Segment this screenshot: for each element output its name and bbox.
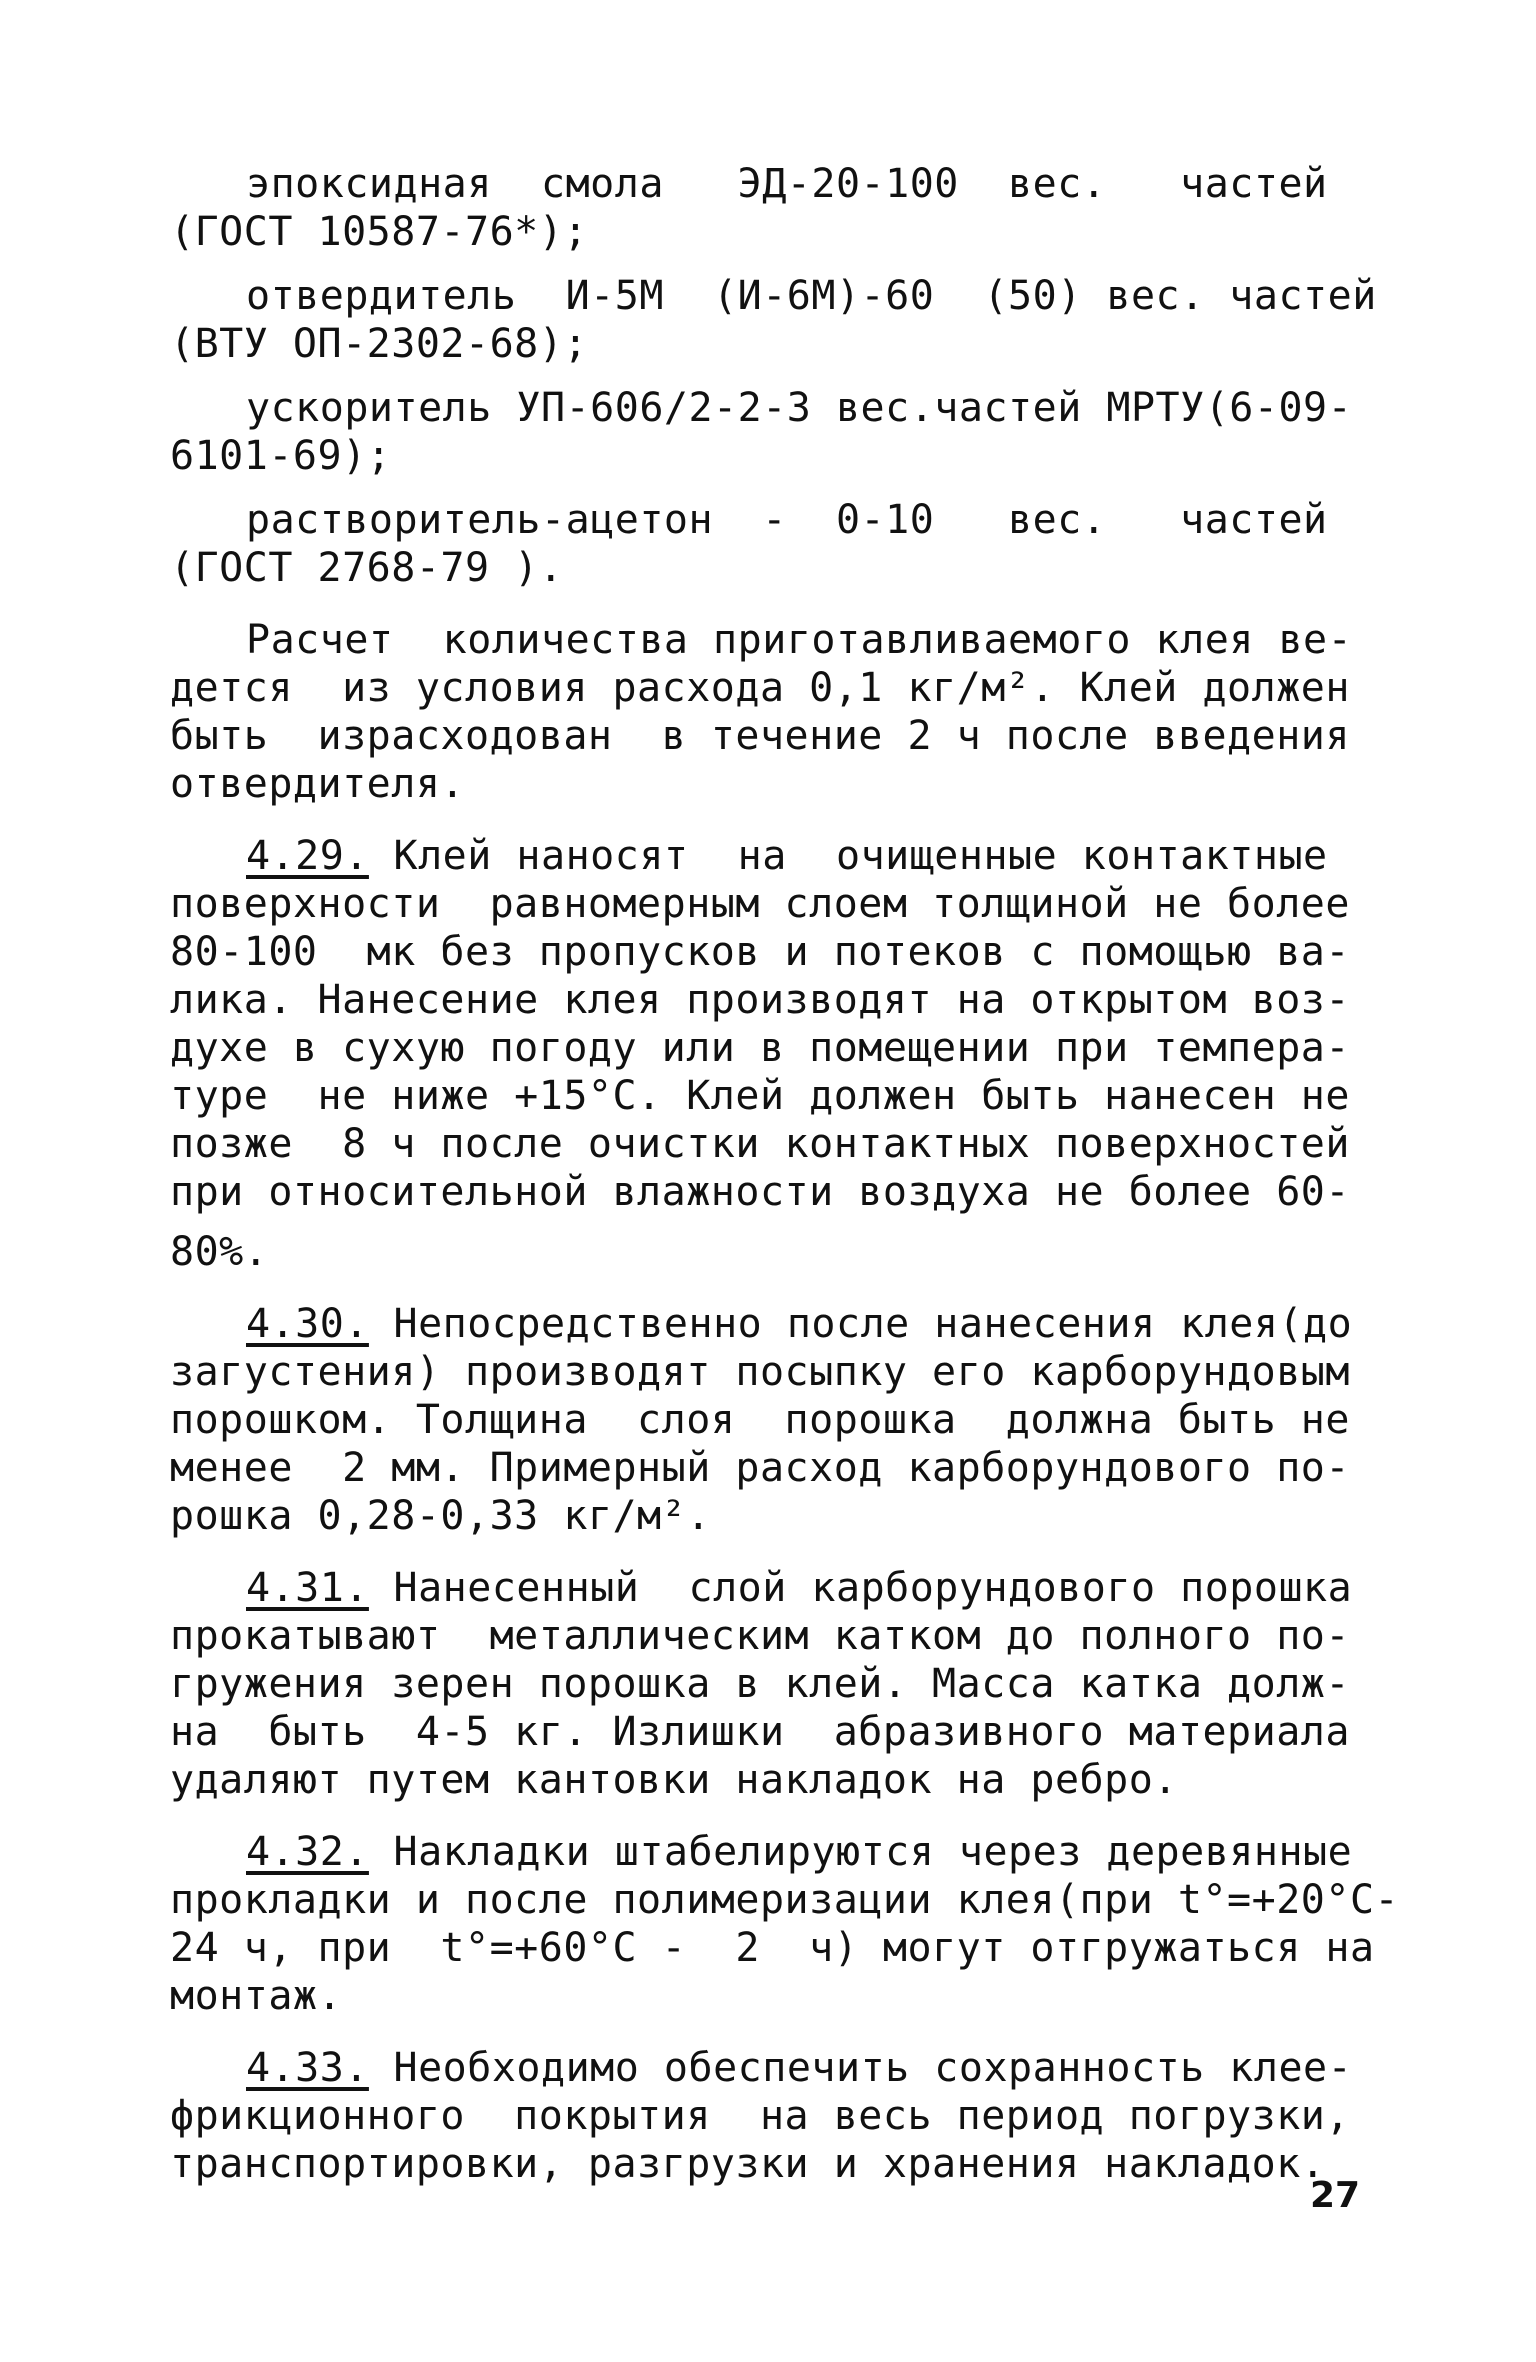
document-page [170,160,1400,2188]
section-4-30 [170,1300,1380,1540]
text-line: отвердитель И-5М (И-6М)-60 (50) вес. частей [246,273,1377,319]
text-line: лика. Нанесение клея производят на открытом воз- [170,977,1350,1023]
text-line: быть израсходован в течение 2 ч после введения [170,713,1350,759]
text-line: Непосредственно после нанесения клея(до [368,1301,1353,1347]
section-number: 4.30. [246,1301,369,1347]
text-line: фрикционного покрытия на весь период погрузки, [170,2093,1350,2139]
text-line: растворитель-ацетон - 0-10 вес. частей [246,497,1328,543]
section-4-31 [170,1564,1380,1804]
section-first-line [170,1300,1380,1348]
text-line: духе в сухую погоду или в помещении при темпера- [170,1025,1350,1071]
text-line: Клей наносят на очищенные контактные [368,833,1328,879]
text-line: транспортировки, разгрузки и хранения накладок. [170,2141,1326,2187]
text-line: эпоксидная смола ЭД-20-100 вес. частей [246,161,1328,207]
text-line: Необходимо обеспечить сохранность клее- [368,2045,1353,2091]
section-number: 4.31. [246,1565,369,1611]
section-4-32 [170,1828,1400,2020]
text-line: порошком. Толщина слоя порошка должна быть не [170,1397,1350,1443]
text-line: на быть 4-5 кг. Излишки абразивного материала [170,1709,1350,1755]
text-line: гружения зерен порошка в клей. Масса катка долж- [170,1661,1350,1707]
section-first-line [170,1828,1380,1876]
text-line: 24 ч, при t°=+60°С - 2 ч) могут отгружаться на [170,1925,1375,1971]
text-line: 80%. [170,1229,269,1275]
text-line: (ГОСТ 10587-76*); [170,209,588,255]
text-line: (ГОСТ 2768-79 ). [170,545,564,591]
text-line: менее 2 мм. Примерный расход карборундового по- [170,1445,1350,1491]
text-line: Накладки штабелируются через деревянные [368,1829,1353,1875]
text-line: ускоритель УП-606/2-2-3 вес.частей МРТУ(6-09- [246,385,1353,431]
section-first-line [170,1564,1380,1612]
text-line: Расчет количества приготавливаемого клея ве- [246,617,1353,663]
component-epoxy-resin [170,160,1380,256]
section-number: 4.29. [246,833,369,879]
text-line: загустения) производят посыпку его карборундовым [170,1349,1350,1395]
text-line: туре не ниже +15°С. Клей должен быть нанесен не [170,1073,1350,1119]
section-first-line [170,832,1380,880]
text-line: поверхности равномерным слоем толщиной не более [170,881,1350,927]
text-line: дется из условия расхода 0,1 кг/м². Клей должен [170,665,1350,711]
section-first-line [170,2044,1380,2092]
text-line: (ВТУ ОП-2302-68); [170,321,588,367]
component-accelerator [170,384,1380,480]
text-line: прокладки и после полимеризации клея(при t°=+20°С- [170,1877,1400,1923]
component-solvent [170,496,1380,592]
component-hardener [170,272,1380,368]
calculation-paragraph [170,616,1380,808]
section-number: 4.33. [246,2045,369,2091]
text-line: позже 8 ч после очистки контактных поверхностей [170,1121,1350,1167]
text-line: Нанесенный слой карборундового порошка [368,1565,1353,1611]
text-line: при относительной влажности воздуха не более 60- [170,1169,1350,1215]
text-line: рошка 0,28-0,33 кг/м². [170,1493,711,1539]
text-line: 6101-69); [170,433,392,479]
text-line: монтаж. [170,1973,343,2019]
section-4-33 [170,2044,1380,2188]
page-number: 27 [1310,2175,1361,2216]
text-line: удаляют путем кантовки накладок на ребро. [170,1757,1178,1803]
text-line: отвердителя. [170,761,465,807]
text-line: прокатывают металлическим катком до полного по- [170,1613,1350,1659]
section-number: 4.32. [246,1829,369,1875]
section-4-29 [170,832,1380,1276]
text-line: 80-100 мк без пропусков и потеков с помощью ва- [170,929,1350,975]
